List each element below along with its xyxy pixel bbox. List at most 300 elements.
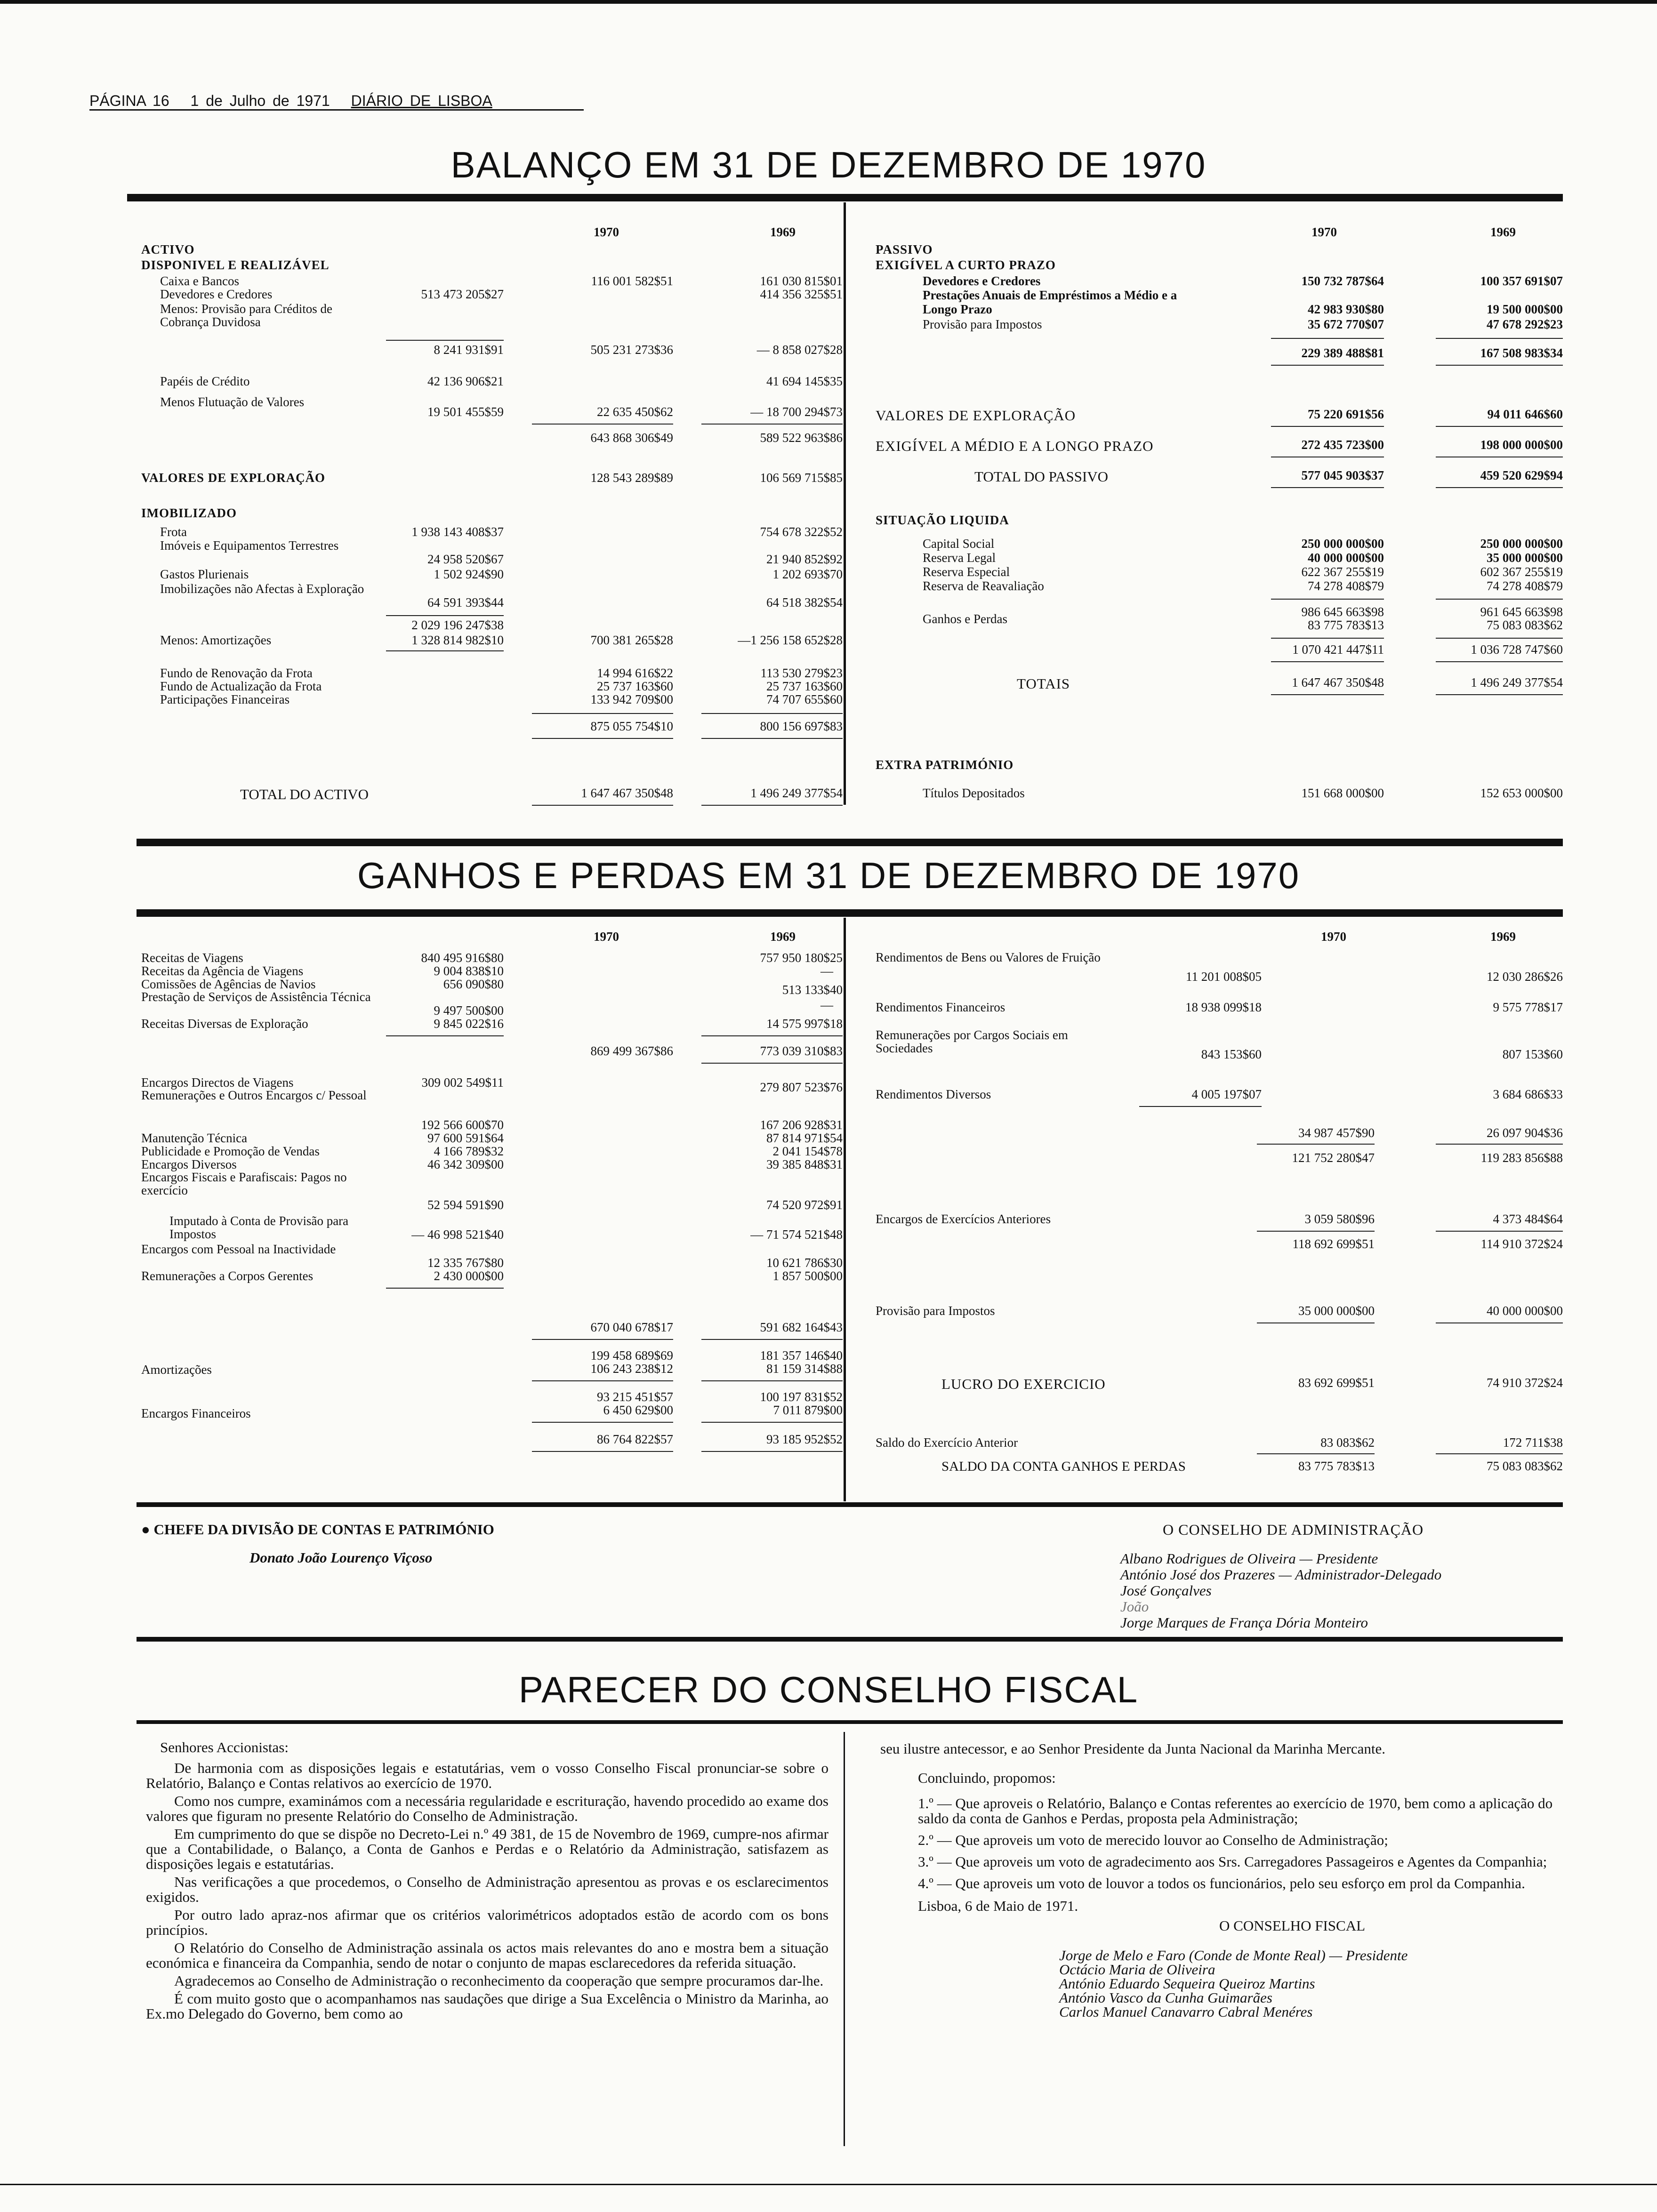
flutuacao-label: Menos Flutuação de Valores [160, 395, 305, 409]
chefe-title: ● CHEFE DA DIVISÃO DE CONTAS E PATRIMÓNIO [141, 1521, 494, 1538]
gp-right-sum1-1969: 26 097 904$36 [1487, 1126, 1563, 1140]
gp-right-sum1-1970: 34 987 457$90 [1298, 1126, 1375, 1140]
fundo-actualizacao-1970: 25 737 163$60 [597, 679, 673, 693]
sum-line [1436, 365, 1563, 366]
prestacoes-label: Prestações Anuais de Empréstimos a Médio e a Longo Prazo [923, 288, 1177, 316]
imob-nao-afectas-1969: 64 518 382$54 [766, 595, 843, 609]
paragraph-4: Nas verificações a que procedemos, o Conselho de Administração apresentou as provas e os esclarecimentos exigidos. [146, 1874, 828, 1905]
enc-financeiros-label: Encargos Financeiros [141, 1406, 251, 1420]
gp-sub1-1970: 199 458 689$69 [590, 1348, 673, 1362]
gp-title: GANHOS E PERDAS EM 31 DE DEZEMBRO DE 1970 [357, 855, 1300, 896]
fundo-actualizacao-1969: 25 737 163$60 [766, 679, 843, 693]
fiscal-member-3: António Eduardo Sequeira Queiroz Martins [1059, 1975, 1315, 1992]
sum-line [532, 1422, 673, 1423]
remuneracoes-1970: 192 566 600$70 [421, 1118, 504, 1132]
funds-sum-1970: 875 055 754$10 [590, 719, 673, 733]
gp-provisao-label: Provisão para Impostos [876, 1304, 995, 1318]
titulos-1969: 152 653 000$00 [1480, 786, 1563, 800]
receitas-diversas-label: Receitas Diversas de Exploração [141, 1017, 308, 1031]
gp-left-section [141, 922, 843, 1501]
total-passivo-label: TOTAL DO PASSIVO [974, 468, 1109, 485]
amort-c1: 1 328 814 982$10 [411, 633, 504, 647]
conselho-admin-members [1120, 1551, 1441, 1631]
medio-longo-1970: 272 435 723$00 [1301, 438, 1384, 452]
rem-cargos-label: Remunerações por Cargos Sociais em Sociedades [876, 1028, 1068, 1055]
sum-line [1271, 365, 1384, 366]
gp-final-1970: 86 764 822$57 [597, 1432, 673, 1446]
comissoes-1969: 513 133$40 [782, 983, 843, 997]
balance-divider [844, 202, 846, 805]
sum-line [701, 713, 843, 714]
sum-line [701, 738, 843, 739]
participacoes-1969: 74 707 655$60 [766, 692, 843, 706]
reserva-reavaliacao-label: Reserva de Reavaliação [923, 579, 1044, 593]
gp-year-1970: 1970 [594, 930, 619, 944]
sum-line [1436, 1231, 1563, 1232]
sum-line [701, 1063, 843, 1064]
gp-amort-1970: 106 243 238$12 [590, 1362, 673, 1376]
reserva-especial-label: Reserva Especial [923, 565, 1010, 579]
receitas-agencia-1970: 9 004 838$10 [434, 964, 504, 978]
enc-diversos-1970: 46 342 309$00 [427, 1157, 504, 1171]
right-intro: seu ilustre antecessor, e ao Senhor Presidente da Junta Nacional da Marinha Mercante. [880, 1740, 1386, 1757]
saldo-conta-1969: 75 083 083$62 [1487, 1459, 1563, 1473]
reserva-legal-label: Reserva Legal [923, 551, 996, 565]
proposals-list [918, 1796, 1563, 1891]
gastos-c1: 1 502 924$90 [434, 567, 504, 581]
medio-longo-1969: 198 000 000$00 [1480, 438, 1563, 452]
corpos-gerentes-1970: 2 430 000$00 [434, 1269, 504, 1283]
prestacoes-1969: 19 500 000$00 [1487, 302, 1563, 316]
pass-devedores-label: Devedores e Credores [923, 274, 1041, 288]
sum-line [386, 650, 504, 651]
sum-line [1271, 338, 1384, 339]
flutuacao-c1: 19 501 455$59 [427, 405, 504, 419]
imoveis-label: Imóveis e Equipamentos Terrestres [160, 538, 339, 553]
assistencia-1969: — [820, 998, 833, 1012]
enc-diversos-label: Encargos Diversos [141, 1157, 237, 1171]
sum-line [701, 1339, 843, 1340]
provisao-1970: 505 231 273$36 [590, 343, 673, 357]
sum-line [1436, 638, 1563, 639]
sum-line [701, 1035, 843, 1036]
totais-1970: 1 647 467 350$48 [1292, 675, 1384, 689]
sum-line [532, 1380, 673, 1381]
corpos-gerentes-label: Remunerações a Corpos Gerentes [141, 1269, 314, 1283]
rend-diversos-1970: 4 005 197$07 [1191, 1087, 1262, 1101]
sum-line [1436, 599, 1563, 600]
conselho-fiscal-members [1059, 1948, 1563, 2019]
pass-valores-1969: 94 011 646$60 [1487, 407, 1563, 421]
rem-cargos-1970: 843 153$60 [1201, 1047, 1262, 1061]
passivo-section [876, 216, 1563, 809]
receitas-total-1969: 773 039 310$83 [760, 1044, 843, 1058]
valores-1970: 128 543 289$89 [590, 471, 673, 485]
gp-right-sum2-1970: 121 752 280$47 [1292, 1151, 1375, 1165]
sum-line [1436, 487, 1563, 488]
lucro-1970: 83 692 699$51 [1298, 1376, 1375, 1390]
enc-anteriores-1969: 4 373 484$64 [1493, 1212, 1563, 1226]
provisao-impostos-1969: 47 678 292$23 [1487, 317, 1563, 331]
sum-line [532, 1339, 673, 1340]
paragraph-5: Por outro lado apraz-nos afirmar que os critérios valorimétricos adoptados estão de acordo com os bons princípios. [146, 1907, 828, 1938]
gp-amortizacoes-label: Amortizações [141, 1362, 212, 1377]
activo-section [141, 216, 843, 809]
sum-line [1271, 661, 1384, 662]
sum-line [1257, 1231, 1375, 1232]
curto-sum-1969: 167 508 983$34 [1480, 346, 1563, 360]
sum-line [701, 1380, 843, 1381]
receitas-total-1970: 869 499 367$86 [590, 1044, 673, 1058]
reserva-especial-1969: 602 367 255$19 [1480, 565, 1563, 579]
totais-label: TOTAIS [1017, 675, 1070, 692]
imob-sum: 2 029 196 247$38 [411, 618, 504, 632]
sum-line [1257, 1322, 1375, 1323]
member-1: Albano Rodrigues de Oliveira — Presidente [1120, 1550, 1378, 1567]
receitas-viagens-1970: 840 495 916$80 [421, 951, 504, 965]
sum-line [701, 1451, 843, 1452]
gp-divider [844, 918, 846, 1501]
valores-exploracao-label: VALORES DE EXPLORAÇÃO [141, 471, 326, 485]
provisao-impostos-label: Provisão para Impostos [923, 317, 1042, 331]
parecer-divider [844, 1732, 845, 2146]
gp-provisao-1969: 40 000 000$00 [1487, 1304, 1563, 1318]
member-4: João [1120, 1598, 1149, 1615]
imoveis-1969: 21 940 852$92 [766, 552, 843, 566]
paragraph-3: Em cumprimento do que se dispõe no Decreto-Lei n.º 49 381, de 15 de Novembro de 1969, cumpre-nos afirmar que a Contabilidade, o Balanço, a Conta de Ganhos e Perdas e o Relatório da Administração, satisfazem as disposições legais e estatutárias. [146, 1826, 828, 1872]
sit-total-1969: 1 036 728 747$60 [1471, 642, 1563, 657]
proposal-4: 4.º — Que aproveis um voto de louvor a todos os funcionários, pelo seu esforço em prol da Companhia. [918, 1875, 1525, 1891]
gp-amort-1969: 81 159 314$88 [766, 1362, 843, 1376]
balance-title-rule [127, 194, 1563, 201]
devedores-c1: 513 473 205$27 [421, 287, 504, 301]
publicidade-1969: 2 041 154$78 [772, 1144, 843, 1158]
imob-nao-afectas-c1: 64 591 393$44 [427, 595, 504, 609]
flutuacao-1970: 22 635 450$62 [597, 405, 673, 419]
ganhos-1969: 75 083 083$62 [1487, 618, 1563, 632]
sum-line [532, 713, 673, 714]
sit-total-1970: 1 070 421 447$11 [1292, 642, 1384, 657]
sum-line [1139, 1106, 1262, 1107]
gastos-1969: 1 202 693$70 [772, 567, 843, 581]
page-number: PÁGINA 16 [89, 92, 169, 109]
imobilizado-heading: IMOBILIZADO [141, 506, 237, 520]
sit-sum-1970: 986 645 663$98 [1301, 605, 1384, 619]
concluindo: Concluindo, propomos: [918, 1770, 1056, 1786]
fiscais-label: Encargos Fiscais e Parafiscais: Pagos no exercício [141, 1170, 347, 1197]
member-5: Jorge Marques de França Dória Monteiro [1120, 1614, 1368, 1631]
gp-year-1969-right: 1969 [1490, 930, 1516, 944]
gp-sub2-1970: 93 215 451$57 [597, 1390, 673, 1404]
gp-year-1970-right: 1970 [1321, 930, 1346, 944]
amort-1970: 700 381 265$28 [590, 633, 673, 647]
year-1969: 1969 [770, 225, 796, 239]
sum-line [1436, 426, 1563, 427]
imoveis-c1: 24 958 520$67 [427, 552, 504, 566]
sum-line [386, 1035, 504, 1036]
enc-directos-label: Encargos Directos de Viagens [141, 1075, 294, 1090]
gastos-label: Gastos Plurienais [160, 567, 249, 581]
assistencia-1970: 9 497 500$00 [434, 1003, 504, 1018]
ganhos-perdas-label: Ganhos e Perdas [923, 612, 1007, 626]
comissoes-1970: 656 090$80 [443, 977, 504, 991]
disponivel-heading: DISPONIVEL E REALIZÁVEL [141, 258, 330, 272]
saldo-anterior-1970: 83 083$62 [1320, 1435, 1375, 1450]
rend-financeiros-1969: 9 575 778$17 [1493, 1000, 1563, 1014]
sum-line [532, 424, 673, 425]
gp-right-sum2-1969: 119 283 856$88 [1480, 1151, 1563, 1165]
fiscais-1970: 52 594 591$90 [427, 1198, 504, 1212]
receitas-diversas-1969: 14 575 997$18 [766, 1017, 843, 1031]
papeis-label: Papéis de Crédito [160, 374, 250, 388]
caixa-1969: 161 030 815$01 [760, 274, 843, 288]
enc-financeiros-1970: 6 450 629$00 [603, 1403, 673, 1417]
flutuacao-1969: — 18 700 294$73 [750, 405, 843, 419]
sum-line [701, 805, 843, 806]
total-activo-1970: 1 647 467 350$48 [581, 786, 673, 800]
remuneracoes-label: Remunerações e Outros Encargos c/ Pessoal [141, 1088, 367, 1102]
prestacoes-1970: 42 983 930$80 [1308, 302, 1384, 316]
gp-right-sum3-1970: 118 692 699$51 [1292, 1237, 1375, 1251]
sum-line [1436, 1453, 1563, 1454]
publicidade-label: Publicidade e Promoção de Vendas [141, 1144, 320, 1158]
member-3: José Gonçalves [1120, 1582, 1212, 1599]
caixa-label: Caixa e Bancos [160, 274, 239, 288]
paragraph-6: O Relatório do Conselho de Administração assinala os actos mais relevantes do ano e mostra bem a situação económica e financeira da Companhia, sendo de notar o conjunto de mapas esclarecedores da referida situação. [146, 1940, 828, 1971]
enc-anteriores-label: Encargos de Exercícios Anteriores [876, 1212, 1051, 1226]
disp-total-1969: 589 522 963$86 [760, 431, 843, 445]
sum-line [1436, 694, 1563, 695]
total-activo-label: TOTAL DO ACTIVO [240, 786, 369, 802]
rend-financeiros-1970: 18 938 099$18 [1185, 1000, 1262, 1014]
frota-1969: 754 678 322$52 [760, 525, 843, 539]
imob-nao-afectas-label: Imobilizações não Afectas à Exploração [160, 582, 364, 596]
fundo-renovacao-1969: 113 530 279$23 [760, 666, 843, 680]
newspaper-name: DIÁRIO DE LISBOA [351, 92, 492, 109]
balance-title: BALANÇO EM 31 DE DEZEMBRO DE 1970 [450, 144, 1207, 185]
enc-anteriores-1970: 3 059 580$96 [1304, 1212, 1375, 1226]
amortizacoes-label: Menos: Amortizações [160, 633, 272, 647]
gp-provisao-1970: 35 000 000$00 [1298, 1304, 1375, 1318]
caixa-1970: 116 001 582$51 [591, 274, 673, 288]
sum-line [1271, 426, 1384, 427]
rend-bens-1970: 11 201 008$05 [1186, 970, 1262, 984]
comissoes-label: Comissões de Agências de Navios [141, 977, 316, 991]
year-1970-right: 1970 [1311, 225, 1337, 239]
gp-top-rule [137, 839, 1563, 846]
parecer-date: Lisboa, 6 de Maio de 1971. [918, 1898, 1078, 1914]
inactividade-1970: 12 335 767$80 [427, 1256, 504, 1270]
salutation: Senhores Accionistas: [160, 1739, 289, 1755]
reserva-especial-1970: 622 367 255$19 [1301, 565, 1384, 579]
funds-sum-1969: 800 156 697$83 [760, 719, 843, 733]
pass-valores-label: VALORES DE EXPLORAÇÃO [876, 407, 1076, 424]
titulos-label: Títulos Depositados [923, 786, 1025, 800]
manutencao-1969: 87 814 971$54 [766, 1131, 843, 1145]
total-activo-1969: 1 496 249 377$54 [750, 786, 843, 800]
sum-line [701, 424, 843, 425]
parecer-left-column [146, 1739, 828, 2024]
year-1969-right: 1969 [1490, 225, 1516, 239]
bottom-border [0, 2184, 1657, 2185]
pass-devedores-1970: 150 732 787$64 [1301, 274, 1384, 288]
encargos-total-1970: 670 040 678$17 [590, 1320, 673, 1334]
fiscal-member-2: Octácio Maria de Oliveira [1059, 1961, 1215, 1978]
gp-year-1969: 1969 [770, 930, 796, 944]
papeis-1969: 41 694 145$35 [766, 374, 843, 388]
paragraph-2: Como nos cumpre, examinámos com a necessária regularidade e escrituração, havendo procedido ao exame dos valores que figuram no presente Relatório do Conselho de Administração. [146, 1793, 828, 1824]
passivo-heading: PASSIVO [876, 242, 933, 256]
sum-line [1271, 487, 1384, 488]
encargos-total-1969: 591 682 164$43 [760, 1320, 843, 1334]
sum-line [532, 738, 673, 739]
reserva-legal-1970: 40 000 000$00 [1308, 551, 1384, 565]
receitas-viagens-label: Receitas de Viagens [141, 951, 243, 965]
parecer-title: PARECER DO CONSELHO FISCAL [518, 1669, 1139, 1710]
papeis-c1: 42 136 906$21 [427, 374, 504, 388]
gp-right-sum3-1969: 114 910 372$24 [1480, 1237, 1563, 1251]
proposal-3: 3.º — Que aproveis um voto de agradecimento aos Srs. Carregadores Passageiros e Agentes da Companhia; [918, 1853, 1547, 1870]
imputado-1969: — 71 574 521$48 [750, 1227, 843, 1242]
provisao-c1: 8 241 931$91 [434, 343, 504, 357]
totais-1969: 1 496 249 377$54 [1471, 675, 1563, 689]
sit-sum-1969: 961 645 663$98 [1480, 605, 1563, 619]
devedores-label: Devedores e Credores [160, 287, 273, 301]
paragraph-1: De harmonia com as disposições legais e estatutárias, vem o vosso Conselho Fiscal pronunciar-se sobre o Relatório, Balanço e Contas relativos ao exercício de 1970. [146, 1760, 828, 1791]
frota-label: Frota [160, 525, 187, 539]
fundo-renovacao-1970: 14 994 616$22 [597, 666, 673, 680]
disp-total-1970: 643 868 306$49 [590, 431, 673, 445]
member-2: António José dos Prazeres — Administrador-Delegado [1120, 1566, 1442, 1583]
total-passivo-1969: 459 520 629$94 [1480, 468, 1563, 482]
proposal-2: 2.º — Que aproveis um voto de merecido louvor ao Conselho de Administração; [918, 1832, 1388, 1848]
page-header [89, 92, 507, 110]
enc-directos-1969: 279 807 523$76 [760, 1080, 843, 1094]
reserva-reavaliacao-1970: 74 278 408$79 [1308, 579, 1384, 593]
parecer-top-rule [137, 1637, 1563, 1642]
participacoes-1970: 133 942 709$00 [590, 692, 673, 706]
capital-1969: 250 000 000$00 [1480, 537, 1563, 551]
imputado-1970: — 46 998 521$40 [411, 1227, 504, 1242]
participacoes-label: Participações Financeiras [160, 692, 290, 706]
pass-valores-1970: 75 220 691$56 [1308, 407, 1384, 421]
parecer-right-column [880, 1741, 1563, 2019]
frota-c1: 1 938 143 408$37 [411, 525, 504, 539]
gp-final-1969: 93 185 952$52 [766, 1432, 843, 1446]
total-passivo-1970: 577 045 903$37 [1301, 468, 1384, 482]
remuneracoes-1969: 167 206 928$31 [760, 1118, 843, 1132]
header-rule [89, 109, 584, 111]
imputado-label: Imputado à Conta de Provisão para Impostos [169, 1214, 349, 1241]
publicidade-1970: 4 166 789$32 [434, 1144, 504, 1158]
gp-title-rule [137, 909, 1563, 917]
proposal-1: 1.º — Que aproveis o Relatório, Balanço e Contas referentes ao exercício de 1970, bem como a aplicação do saldo da conta de Ganhos e Perdas, proposta pela Administração; [918, 1795, 1553, 1827]
curto-sum-1970: 229 389 488$81 [1301, 346, 1384, 360]
sum-line [386, 1288, 504, 1289]
saldo-conta-1970: 83 775 783$13 [1298, 1459, 1375, 1473]
reserva-legal-1969: 35 000 000$00 [1487, 551, 1563, 565]
sum-line [532, 1451, 673, 1452]
top-border [0, 0, 1657, 4]
inactividade-label: Encargos com Pessoal na Inactividade [141, 1242, 336, 1256]
sum-line [1436, 1144, 1563, 1145]
manutencao-label: Manutenção Técnica [141, 1131, 248, 1145]
saldo-anterior-1969: 172 711$38 [1503, 1435, 1563, 1450]
capital-label: Capital Social [923, 537, 995, 551]
ganhos-1970: 83 775 783$13 [1308, 618, 1384, 632]
fiscal-member-1: Jorge de Melo e Faro (Conde de Monte Real) — Presidente [1059, 1947, 1408, 1964]
situacao-heading: SITUAÇÃO LIQUIDA [876, 513, 1009, 527]
fundo-actualizacao-label: Fundo de Actualização da Frota [160, 679, 322, 693]
enc-directos-1970: 309 002 549$11 [421, 1075, 504, 1090]
rend-financeiros-label: Rendimentos Financeiros [876, 1000, 1005, 1014]
fiscal-member-4: António Vasco da Cunha Guimarães [1059, 1989, 1272, 2006]
rend-bens-label: Rendimentos de Bens ou Valores de Fruição [876, 950, 1101, 964]
sum-line [1271, 638, 1384, 639]
gp-sub1-1969: 181 357 146$40 [760, 1348, 843, 1362]
receitas-agencia-label: Receitas da Agência de Viagens [141, 964, 304, 978]
enc-financeiros-1969: 7 011 879$00 [773, 1403, 843, 1417]
provisao-1969: — 8 858 027$28 [756, 343, 843, 357]
extra-patrimonio-heading: EXTRA PATRIMÓNIO [876, 758, 1014, 772]
conselho-admin-title: O CONSELHO DE ADMINISTRAÇÃO [1163, 1521, 1424, 1538]
enc-diversos-1969: 39 385 848$31 [766, 1157, 843, 1171]
sum-line [1257, 1453, 1375, 1454]
gp-sub2-1969: 100 197 831$52 [760, 1390, 843, 1404]
sum-line [1436, 338, 1563, 339]
parecer-title-rule [137, 1720, 1563, 1724]
sum-line [701, 1422, 843, 1423]
provisao-label: Menos: Provisão para Créditos de Cobrança Duvidosa [160, 302, 332, 329]
inactividade-1969: 10 621 786$30 [766, 1256, 843, 1270]
corpos-gerentes-1969: 1 857 500$00 [772, 1269, 843, 1283]
saldo-anterior-label: Saldo do Exercício Anterior [876, 1435, 1018, 1450]
chefe-title-text: CHEFE DA DIVISÃO DE CONTAS E PATRIMÓNIO [153, 1521, 494, 1538]
paragraph-8: É com muito gosto que o acompanhamos nas saudações que dirige a Sua Excelência o Ministro da Marinha, ao Ex.mo Delegado do Governo, bem como ao [146, 1990, 828, 2022]
year-1970: 1970 [594, 225, 619, 239]
sum-line [532, 805, 673, 806]
fiscais-1969: 74 520 972$91 [766, 1198, 843, 1212]
capital-1970: 250 000 000$00 [1301, 537, 1384, 551]
chefe-name: Donato João Lourenço Viçoso [249, 1549, 433, 1566]
lucro-1969: 74 910 372$24 [1487, 1376, 1563, 1390]
rem-cargos-1969: 807 153$60 [1502, 1047, 1563, 1061]
rend-diversos-1969: 3 684 686$33 [1493, 1087, 1563, 1101]
fiscal-member-5: Carlos Manuel Canavarro Cabral Menéres [1059, 2004, 1313, 2020]
manutencao-1970: 97 600 591$64 [427, 1131, 504, 1145]
sum-line [1436, 661, 1563, 662]
curto-prazo-heading: EXIGÍVEL A CURTO PRAZO [876, 258, 1056, 272]
sum-line [386, 340, 504, 341]
medio-longo-label: EXIGÍVEL A MÉDIO E A LONGO PRAZO [876, 438, 1154, 454]
lucro-label: LUCRO DO EXERCICIO [941, 1376, 1106, 1392]
activo-heading: ACTIVO [141, 242, 195, 256]
sum-line [1271, 694, 1384, 695]
valores-1969: 106 569 715$85 [760, 471, 843, 485]
provisao-impostos-1970: 35 672 770$07 [1308, 317, 1384, 331]
gp-right-section [876, 922, 1563, 1501]
issue-date: 1 de Julho de 1971 [190, 92, 330, 109]
rend-diversos-label: Rendimentos Diversos [876, 1087, 991, 1101]
receitas-diversas-1970: 9 845 022$16 [434, 1017, 504, 1031]
titulos-1970: 151 668 000$00 [1301, 786, 1384, 800]
assistencia-label: Prestação de Serviços de Assistência Técnica [141, 990, 371, 1004]
sum-line [1271, 599, 1384, 600]
sum-line [1436, 1322, 1563, 1323]
amort-1969: —1 256 158 652$28 [738, 633, 843, 647]
sum-line [386, 615, 504, 616]
sum-line [1257, 1144, 1375, 1145]
